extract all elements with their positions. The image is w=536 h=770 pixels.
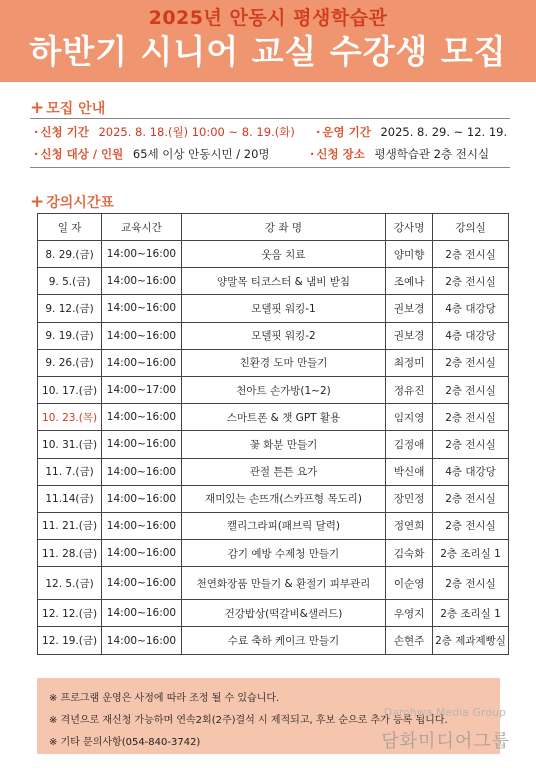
cell-course: 양말목 티코스터 & 냄비 받침 — [181, 268, 385, 295]
recruit-info-box — [30, 118, 510, 168]
cell-date: 11.14(금) — [38, 485, 102, 512]
cell-date: 12. 19.(금) — [38, 627, 102, 654]
header-title: 하반기 시니어 교실 수강생 모집 — [29, 32, 507, 71]
cell-time: 14:00~16:00 — [102, 512, 182, 539]
cell-time: 14:00~16:00 — [102, 485, 182, 512]
table-header-row — [38, 214, 509, 241]
cell-room: 2층 제과제빵실 — [433, 627, 509, 654]
cell-course: 모델핏 워킹-2 — [181, 322, 385, 349]
run-period-value: 2025. 8. 29. ~ 12. 19. — [380, 125, 508, 139]
cell-instructor: 최정미 — [386, 349, 433, 376]
schedule-table — [37, 213, 509, 655]
table-row — [38, 512, 509, 539]
table-row — [38, 295, 509, 322]
cell-instructor: 손현주 — [386, 627, 433, 654]
cell-course: 천연화장품 만들기 & 환절기 피부관리 — [181, 567, 385, 600]
cell-time: 14:00~16:00 — [102, 540, 182, 567]
table-row — [38, 458, 509, 485]
cell-instructor: 우영지 — [386, 600, 433, 627]
cell-room: 4층 대강당 — [433, 295, 509, 322]
cell-room: 2층 조리실 1 — [433, 600, 509, 627]
table-row — [38, 540, 509, 567]
cell-instructor: 김숙화 — [386, 540, 433, 567]
cell-date: 10. 31.(금) — [38, 431, 102, 458]
note-3: ※ 기타 문의사항(054-840-3742) — [49, 737, 201, 748]
cell-room: 2층 전시실 — [433, 567, 509, 600]
table-row — [38, 349, 509, 376]
table-row — [38, 627, 509, 654]
cell-time: 14:00~17:00 — [102, 376, 182, 403]
plus-icon: + — [30, 192, 45, 212]
cell-room: 2층 전시실 — [433, 376, 509, 403]
cell-instructor: 장민정 — [386, 485, 433, 512]
cell-instructor: 권보경 — [386, 295, 433, 322]
recruit-section-title: + 모집 안내 — [30, 98, 106, 118]
cell-room: 2층 전시실 — [433, 512, 509, 539]
cell-date: 9. 19.(금) — [38, 322, 102, 349]
cell-time: 14:00~16:00 — [102, 431, 182, 458]
table-row — [38, 431, 509, 458]
table-row — [38, 322, 509, 349]
table-row — [38, 268, 509, 295]
note-1: ※ 프로그램 운영은 사정에 따라 조정 될 수 있습니다. — [49, 693, 280, 704]
info-row — [30, 146, 510, 166]
place: · 신청 장소 평생학습관 2층 전시실 — [310, 147, 490, 161]
cell-room: 2층 조리실 1 — [433, 540, 509, 567]
cell-time: 14:00~16:00 — [102, 567, 182, 600]
cell-room: 2층 전시실 — [433, 241, 509, 268]
header-instructor: 강사명 — [386, 214, 433, 241]
run-period: · 운영 기간 2025. 8. 29. ~ 12. 19. — [316, 125, 508, 139]
apply-period-value: 2025. 8. 18.(월) 10:00 ~ 8. 19.(화) — [98, 125, 295, 139]
table-row — [38, 376, 509, 403]
cell-instructor: 정유진 — [386, 376, 433, 403]
cell-room: 2층 전시실 — [433, 349, 509, 376]
watermark-en: Damhwa Media Group — [383, 706, 506, 719]
table-row — [38, 600, 509, 627]
cell-room: 2층 전시실 — [433, 268, 509, 295]
cell-instructor: 권보경 — [386, 322, 433, 349]
cell-instructor: 정연희 — [386, 512, 433, 539]
cell-time: 14:00~16:00 — [102, 627, 182, 654]
header-subtitle: 2025년 안동시 평생학습관 — [148, 7, 388, 29]
cell-room: 2층 전시실 — [433, 485, 509, 512]
table-row — [38, 485, 509, 512]
cell-date: 9. 12.(금) — [38, 295, 102, 322]
header-date: 일 자 — [38, 214, 102, 241]
cell-instructor: 이순영 — [386, 567, 433, 600]
schedule-section-title: + 강의시간표 — [30, 192, 114, 212]
cell-date: 11. 7.(금) — [38, 458, 102, 485]
cell-time: 14:00~16:00 — [102, 268, 182, 295]
cell-time: 14:00~16:00 — [102, 600, 182, 627]
cell-course: 관절 튼튼 요가 — [181, 458, 385, 485]
cell-course: 꽃 화분 만들기 — [181, 431, 385, 458]
cell-date: 10. 17.(금) — [38, 376, 102, 403]
cell-time: 14:00~16:00 — [102, 404, 182, 431]
cell-course: 친환경 도마 만들기 — [181, 349, 385, 376]
info-row — [30, 124, 510, 144]
cell-date: 8. 29.(금) — [38, 241, 102, 268]
cell-date: 11. 28.(금) — [38, 540, 102, 567]
header-banner — [0, 0, 536, 82]
cell-course: 감기 예방 수제청 만들기 — [181, 540, 385, 567]
cell-date: 12. 5.(금) — [38, 567, 102, 600]
cell-room: 4층 대강당 — [433, 322, 509, 349]
place-value: 평생학습관 2층 전시실 — [374, 147, 490, 161]
cell-room: 4층 대강당 — [433, 458, 509, 485]
cell-course: 캘리그라피(패브릭 달력) — [181, 512, 385, 539]
cell-date: 12. 12.(금) — [38, 600, 102, 627]
table-row — [38, 241, 509, 268]
target-value: 65세 이상 안동시민 / 20명 — [132, 147, 270, 161]
cell-course: 수료 축하 케이크 만들기 — [181, 627, 385, 654]
cell-date: 9. 5.(금) — [38, 268, 102, 295]
cell-course: 재미있는 손뜨개(스카프형 목도리) — [181, 485, 385, 512]
apply-period: · 신청 기간 2025. 8. 18.(월) 10:00 ~ 8. 19.(화) — [34, 125, 295, 139]
cell-time: 14:00~16:00 — [102, 241, 182, 268]
cell-time: 14:00~16:00 — [102, 322, 182, 349]
cell-instructor: 임지영 — [386, 404, 433, 431]
cell-course: 웃음 치료 — [181, 241, 385, 268]
cell-time: 14:00~16:00 — [102, 349, 182, 376]
cell-course: 스마트폰 & 챗 GPT 활용 — [181, 404, 385, 431]
cell-course: 천아트 손가방(1~2) — [181, 376, 385, 403]
plus-icon: + — [30, 98, 45, 118]
cell-room: 2층 전시실 — [433, 404, 509, 431]
target: · 신청 대상 / 인원 65세 이상 안동시민 / 20명 — [34, 147, 270, 161]
cell-date: 11. 21.(금) — [38, 512, 102, 539]
cell-date: 10. 23.(목) — [38, 404, 102, 431]
header-course: 강 좌 명 — [181, 214, 385, 241]
header-time: 교육시간 — [102, 214, 182, 241]
note-2: ※ 격년으로 재신청 가능하며 연속2회(2주)결석 시 제적되고, 후보 순으로 추가 등록 됩니다. — [49, 715, 448, 726]
cell-time: 14:00~16:00 — [102, 458, 182, 485]
cell-instructor: 김정애 — [386, 431, 433, 458]
cell-time: 14:00~16:00 — [102, 295, 182, 322]
cell-course: 건강밥상(떡갈비&샐러드) — [181, 600, 385, 627]
cell-instructor: 박신애 — [386, 458, 433, 485]
cell-date: 9. 26.(금) — [38, 349, 102, 376]
header-room: 강의실 — [433, 214, 509, 241]
cell-instructor: 양미향 — [386, 241, 433, 268]
watermark: 담화미디어그룹 — [381, 731, 510, 752]
cell-course: 모델핏 워킹-1 — [181, 295, 385, 322]
cell-room: 2층 전시실 — [433, 431, 509, 458]
cell-instructor: 조예나 — [386, 268, 433, 295]
table-row — [38, 404, 509, 431]
table-row — [38, 567, 509, 600]
